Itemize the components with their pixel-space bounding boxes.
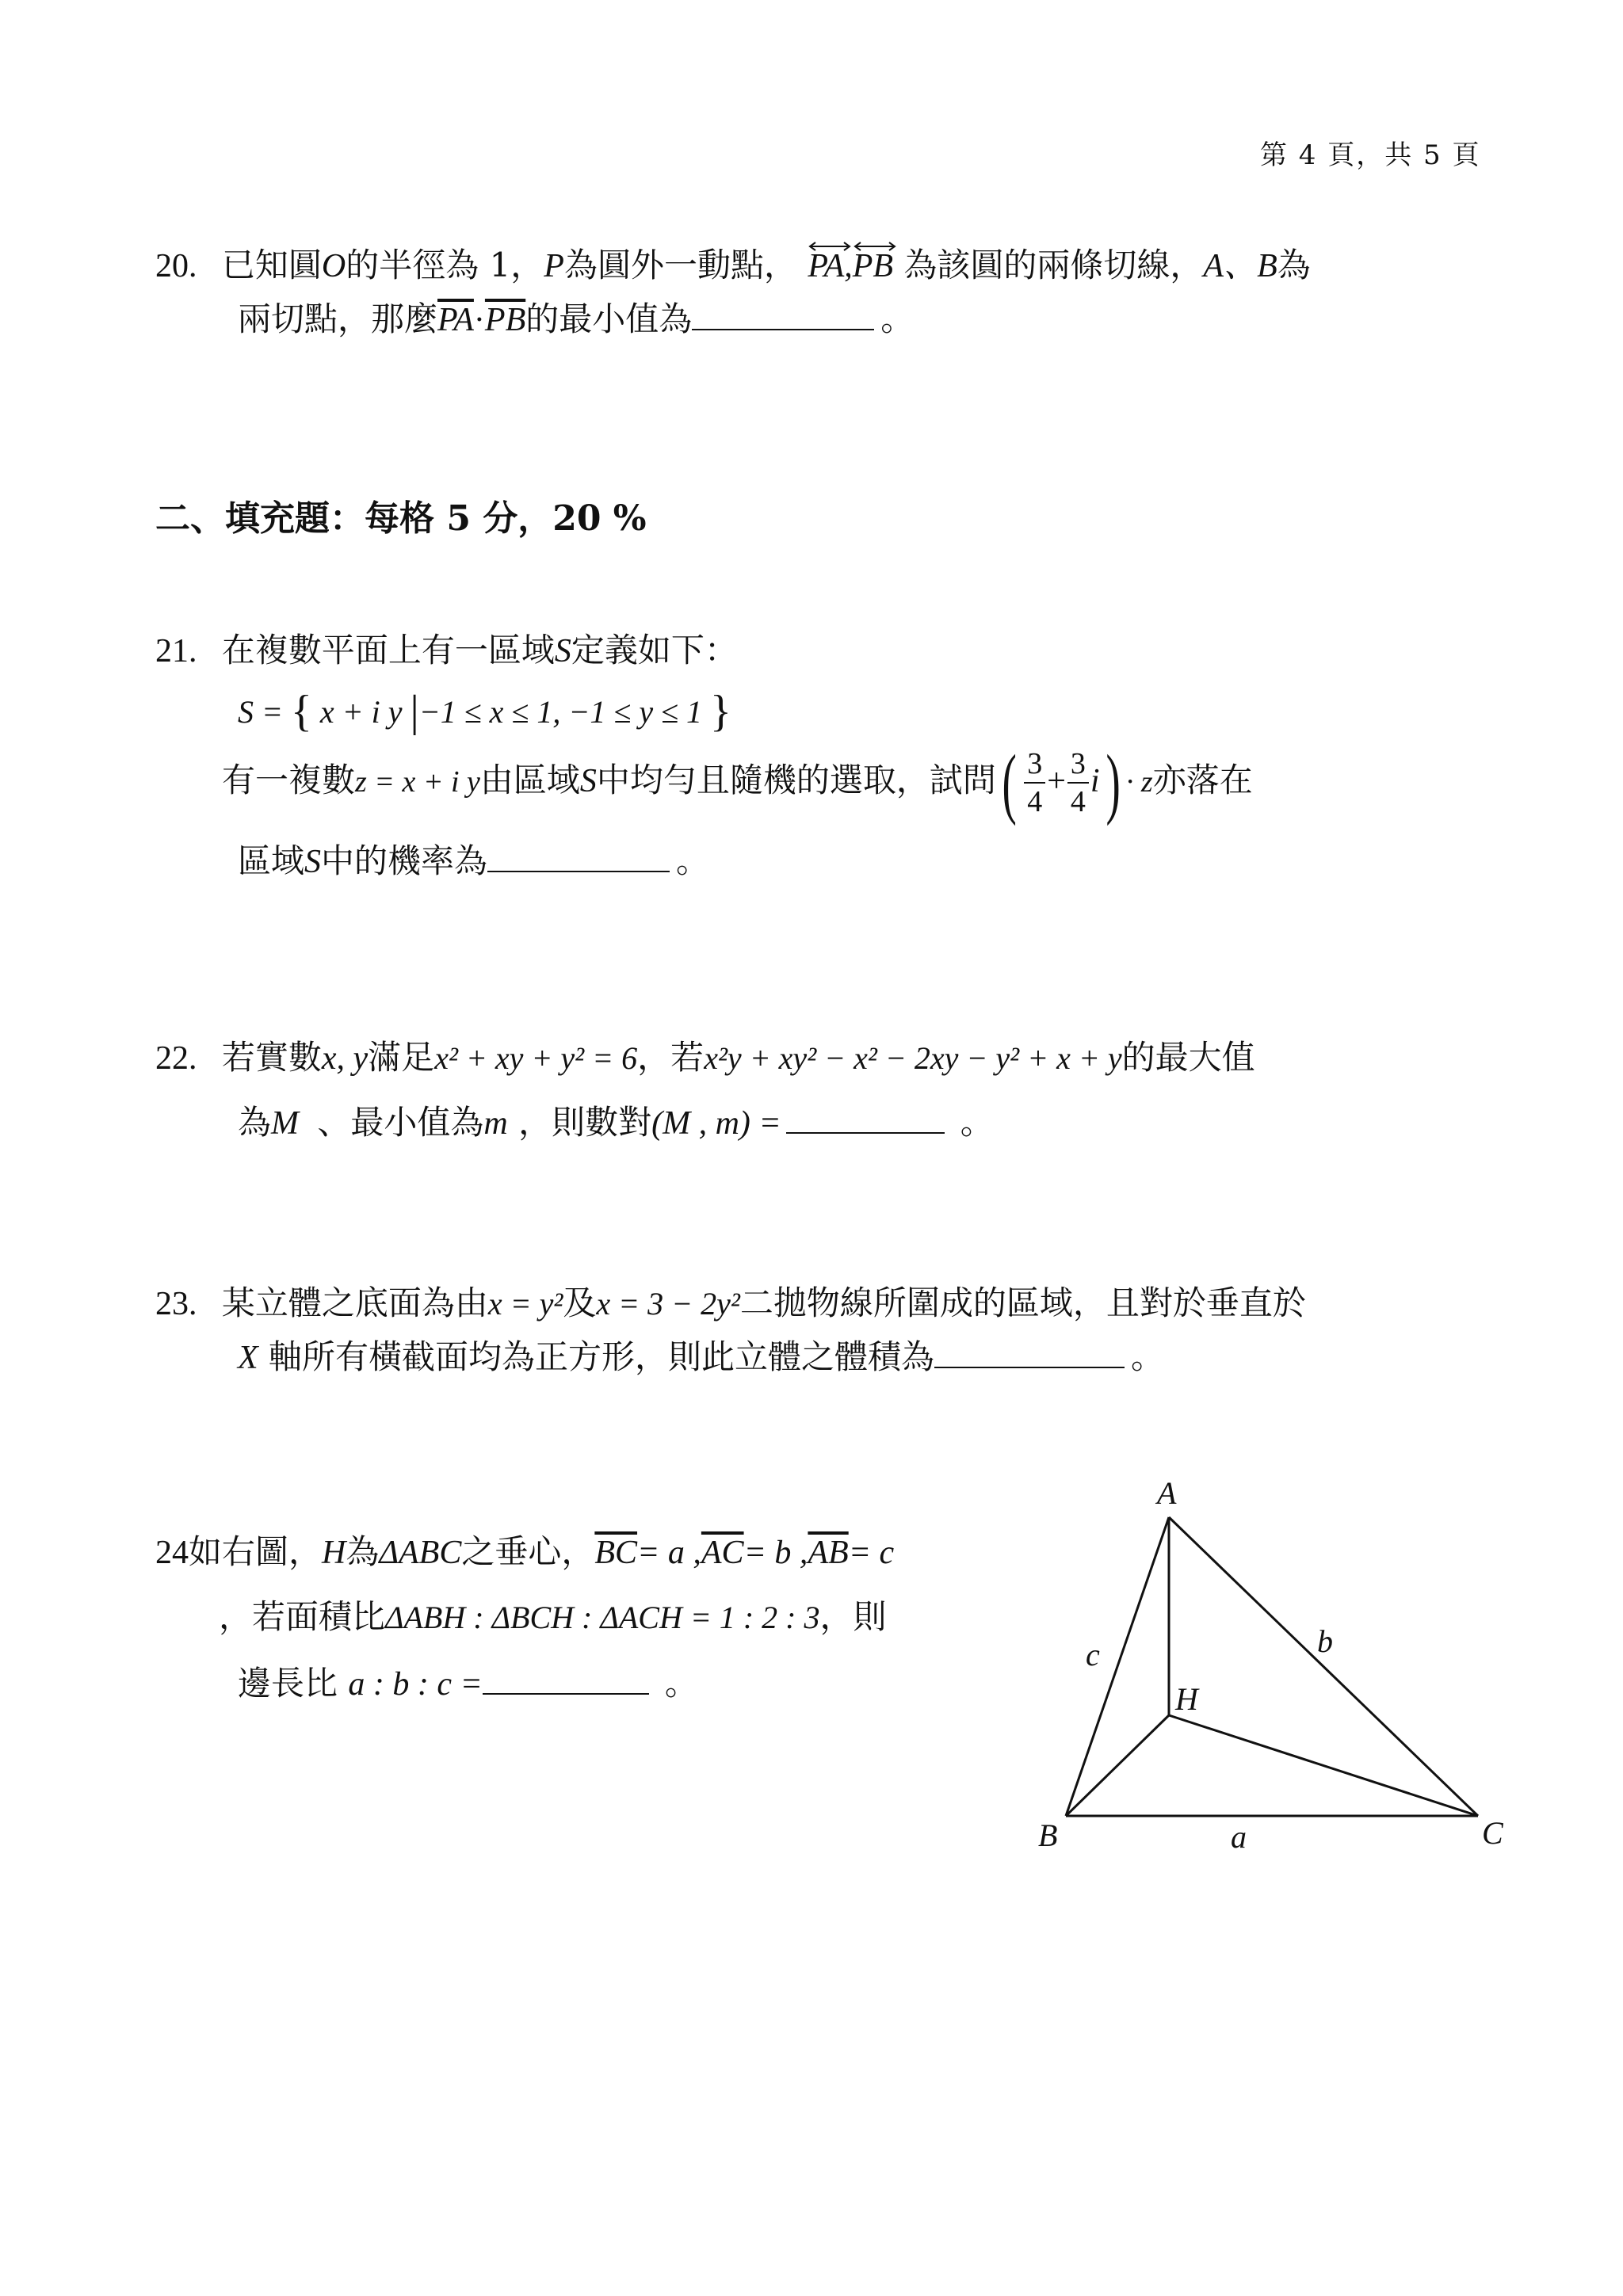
question-24-line-2: [219, 1591, 887, 1638]
label-B: B: [1038, 1817, 1058, 1853]
side-AC: [1169, 1517, 1478, 1816]
q21-set-lhs: S =: [238, 694, 283, 730]
q21-brace-close: }: [710, 687, 731, 736]
segment-BH: [1066, 1715, 1169, 1816]
q24-eq-c: = c: [848, 1535, 895, 1571]
q23-var-X: X: [238, 1340, 258, 1376]
label-A: A: [1157, 1475, 1177, 1511]
q20-vector-PB: $\overline{PB}$: [484, 302, 526, 338]
question-24-line-3: [238, 1657, 698, 1705]
q21-z-def: z = x + i y: [355, 765, 480, 799]
q22-text: 的最大值: [1121, 1038, 1255, 1077]
q24-text: ，若面積比: [219, 1597, 386, 1636]
q24-var-H: H: [322, 1535, 346, 1571]
q22-text: 、最小值為: [317, 1103, 484, 1142]
q23-text: 軸所有橫截面均為正方形，則此立體之體積為: [269, 1337, 935, 1376]
q24-end: 。: [664, 1664, 698, 1703]
q21-text: 亦落在: [1152, 761, 1253, 799]
q22-text: ，則數對: [518, 1103, 652, 1142]
section-2-heading: 二、填充題：每格 5 分，20 %: [155, 498, 647, 539]
q21-set-expr: x + i y: [319, 694, 403, 730]
q21-answer-blank[interactable]: [487, 839, 670, 872]
q21-paren-left: (: [1002, 738, 1017, 826]
q24-eq-b: = b ,: [743, 1535, 808, 1571]
q20-number: 20.: [155, 248, 197, 284]
label-C: C: [1482, 1815, 1503, 1851]
label-a: a: [1231, 1819, 1247, 1855]
label-H: H: [1175, 1681, 1198, 1717]
q23-answer-blank[interactable]: [934, 1335, 1125, 1368]
q22-number: 22.: [155, 1040, 197, 1077]
q22-text: 滿足: [368, 1038, 435, 1077]
q21-plus: +: [1047, 763, 1066, 799]
q20-text: 為: [1277, 246, 1311, 284]
orthocenter-triangle-figure: [1014, 1458, 1522, 1870]
q20-comma: ,: [844, 248, 853, 284]
q21-fraction-1: $\frac{3}{4}$: [1024, 749, 1045, 817]
q23-curve-2: x = 3 − 2y²: [596, 1286, 740, 1322]
q24-segment-AB: $\overline{AB}$: [808, 1535, 849, 1571]
q20-text: 的最小值為: [525, 299, 693, 338]
q23-text: 及: [563, 1283, 597, 1322]
q20-text: 兩切點，那麼: [238, 299, 438, 338]
q20-var-AB: A、B: [1203, 248, 1277, 284]
question-20-line-2: [238, 293, 914, 341]
q23-text: 某立體之底面為由: [221, 1283, 488, 1322]
q20-var-O: O: [321, 248, 346, 284]
q22-pair: (M , m) =: [651, 1105, 781, 1142]
side-AB: [1066, 1517, 1169, 1816]
question-21-line-4: [238, 835, 709, 883]
question-22-line-1: [155, 1032, 1255, 1079]
q22-var-M: M: [271, 1105, 300, 1142]
q21-text: 有一複數: [222, 761, 356, 799]
q20-var-P: P: [544, 248, 564, 284]
q24-side-ratio: a : b : c =: [348, 1666, 483, 1703]
q24-text: ，則: [819, 1597, 887, 1636]
q24-segment-AC: $\overline{AC}$: [701, 1535, 744, 1571]
q20-answer-blank[interactable]: [692, 297, 874, 330]
q24-text: 如右圖，: [189, 1532, 323, 1571]
q20-line-PA: [808, 246, 844, 285]
q20-text: 已知圓: [221, 246, 322, 284]
q20-end: 。: [880, 299, 915, 338]
question-21-line-1: [155, 624, 738, 672]
q21-text: 中的機率為: [321, 841, 488, 880]
double-arrow-icon: [808, 241, 852, 252]
q21-imag-unit: i: [1090, 763, 1100, 799]
q21-text: 由區域: [479, 761, 580, 799]
q22-text: ，若: [637, 1038, 705, 1077]
q24-segment-BC: $\overline{BC}$: [594, 1535, 638, 1571]
q24-text: 邊長比: [238, 1664, 338, 1703]
double-arrow-icon: [853, 241, 897, 252]
question-23-line-2: [238, 1331, 1164, 1379]
q21-brace-open: {: [291, 687, 312, 736]
q20-text: 為該圓的兩條切線，: [903, 246, 1204, 284]
q20-PB-label: PB: [852, 248, 894, 284]
q21-text: 中均勻且隨機的選取，試問: [596, 761, 996, 799]
q21-var-S: S: [579, 763, 597, 799]
q21-var-S: S: [304, 844, 322, 880]
q22-text: 為: [238, 1103, 272, 1142]
q22-end: 。: [960, 1103, 994, 1142]
question-21-line-3: [222, 738, 1253, 826]
q23-curve-1: x = y²: [487, 1286, 563, 1322]
question-23-line-1: [155, 1277, 1306, 1325]
q21-dot-z: · z: [1125, 765, 1153, 799]
question-22-line-2: [238, 1097, 994, 1144]
q23-end: 。: [1131, 1337, 1165, 1376]
q21-end: 。: [676, 841, 710, 880]
segment-CH: [1169, 1715, 1478, 1816]
q21-paren-right: ): [1106, 738, 1121, 826]
q21-set-bar: |: [410, 687, 419, 736]
q21-text: 在複數平面上有一區域: [221, 631, 555, 669]
q22-text: 若實數: [221, 1038, 322, 1077]
q24-answer-blank[interactable]: [483, 1661, 649, 1695]
q20-PA-label: PA: [808, 248, 845, 284]
page-number: 第 4 頁，共 5 頁: [1260, 139, 1481, 171]
q21-text: 定義如下：: [571, 631, 738, 669]
q21-text: 區域: [238, 841, 305, 880]
q21-number: 21.: [155, 633, 197, 669]
question-21-set-definition: [238, 686, 731, 737]
question-20-line-1: [155, 239, 1311, 287]
label-c: c: [1086, 1637, 1100, 1672]
q21-set-condition: −1 ≤ x ≤ 1, −1 ≤ y ≤ 1: [418, 694, 703, 730]
q21-fraction-2: $\frac{3}{4}$: [1067, 749, 1089, 817]
q23-text: 二拋物線所圍成的區域，且對於垂直於: [739, 1283, 1306, 1322]
q20-dot: ·: [473, 302, 485, 338]
q24-eq-a: = a ,: [637, 1535, 701, 1571]
q24-area-ratio: ΔABH : ΔBCH : ΔACH = 1 : 2 : 3: [385, 1600, 820, 1635]
label-b: b: [1317, 1623, 1333, 1659]
q24-number: 24: [155, 1535, 189, 1571]
q22-constraint: x² + xy + y² = 6: [434, 1040, 638, 1076]
q20-line-PB: [853, 246, 893, 285]
q20-text: 的半徑為 1，: [346, 246, 544, 284]
q24-triangle: ΔABC: [379, 1535, 462, 1571]
q22-var-m: m: [483, 1105, 508, 1142]
q21-var-S: S: [554, 633, 571, 669]
q22-expression: x²y + xy² − x² − 2xy − y² + x + y: [704, 1040, 1122, 1076]
q20-text: 為圓外一動點，: [563, 246, 797, 284]
q22-vars-xy: x, y: [321, 1040, 369, 1077]
q24-text: 之垂心，: [461, 1532, 595, 1571]
q20-vector-PA: $\overline{PA}$: [437, 302, 474, 338]
q23-number: 23.: [155, 1286, 197, 1322]
question-24-line-1: [155, 1526, 894, 1573]
q24-text: 為: [346, 1532, 380, 1571]
q22-answer-blank[interactable]: [786, 1100, 945, 1134]
